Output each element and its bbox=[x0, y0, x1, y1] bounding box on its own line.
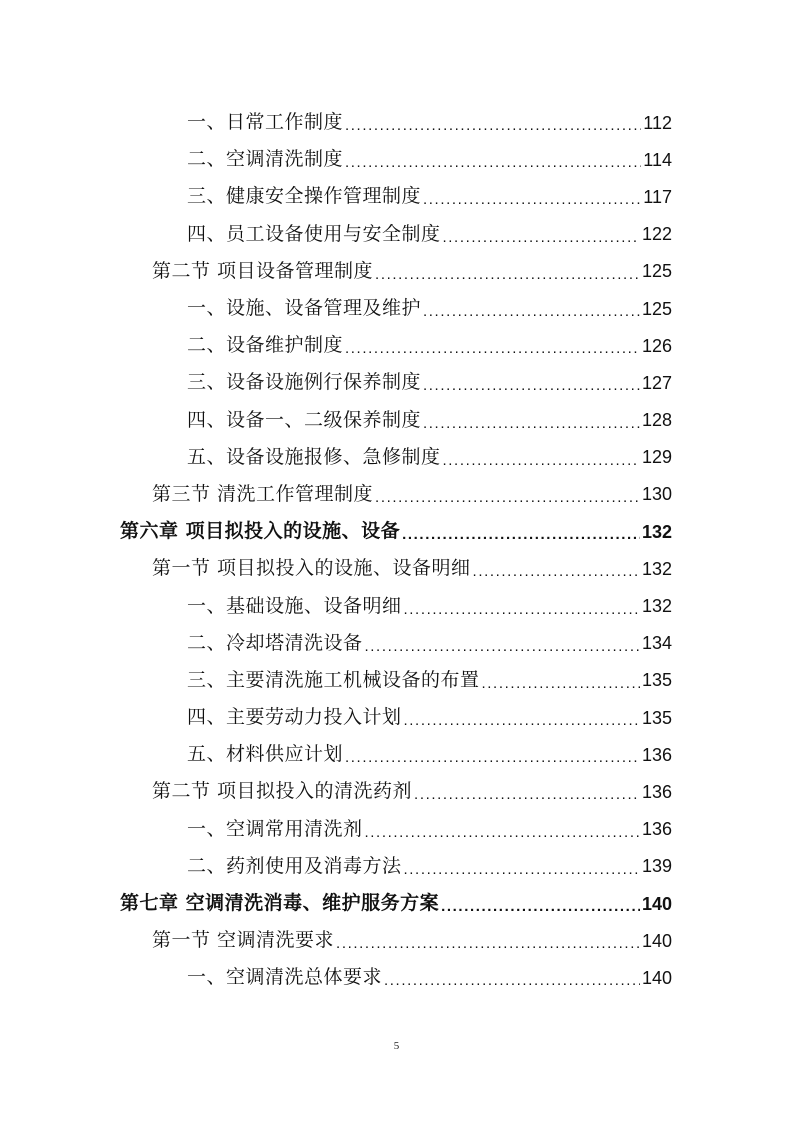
toc-dot-leader bbox=[404, 862, 640, 877]
toc-entry[interactable] bbox=[0, 625, 793, 662]
toc-entry[interactable] bbox=[0, 178, 793, 215]
toc-entry[interactable] bbox=[0, 402, 793, 439]
toc-dot-leader bbox=[375, 490, 640, 505]
toc-entry-page: 127 bbox=[641, 372, 672, 393]
toc-entry-title: 第一节 空调清洗要求 bbox=[152, 929, 335, 952]
toc-dot-leader bbox=[423, 378, 640, 393]
toc-entry[interactable] bbox=[0, 587, 793, 624]
toc-entry-title: 第七章 空调清洗消毒、维护服务方案 bbox=[120, 892, 440, 915]
toc-entry-page: 117 bbox=[643, 186, 672, 207]
toc-dot-leader bbox=[482, 676, 640, 691]
toc-entry-page: 129 bbox=[641, 447, 672, 468]
toc-entry-page: 135 bbox=[641, 707, 672, 728]
toc-entry-page: 125 bbox=[641, 261, 672, 282]
toc-entry[interactable] bbox=[0, 476, 793, 513]
toc-entry-page: 132 bbox=[641, 521, 672, 542]
toc-dot-leader bbox=[414, 787, 640, 802]
toc-entry-page: 135 bbox=[641, 670, 672, 691]
table-of-contents bbox=[0, 104, 793, 997]
toc-entry-title: 三、主要清洗施工机械设备的布置 bbox=[187, 668, 480, 691]
toc-dot-leader bbox=[423, 192, 641, 207]
toc-dot-leader bbox=[375, 267, 640, 282]
toc-entry-page: 139 bbox=[641, 856, 672, 877]
toc-entry-page: 136 bbox=[641, 744, 672, 765]
toc-entry-title: 三、健康安全操作管理制度 bbox=[187, 185, 422, 208]
toc-entry[interactable] bbox=[0, 959, 793, 996]
toc-entry-title: 一、空调常用清洗剂 bbox=[187, 817, 363, 840]
toc-dot-leader bbox=[365, 639, 640, 654]
toc-entry-title: 二、空调清洗制度 bbox=[187, 148, 344, 171]
toc-dot-leader bbox=[402, 527, 640, 542]
toc-entry-title: 第二节 项目拟投入的清洗药剂 bbox=[152, 780, 413, 803]
toc-entry-page: 140 bbox=[641, 967, 672, 988]
toc-entry-title: 第二节 项目设备管理制度 bbox=[152, 259, 374, 282]
toc-entry-title: 一、空调清洗总体要求 bbox=[187, 966, 383, 989]
toc-entry-title: 二、设备维护制度 bbox=[187, 334, 344, 357]
toc-dot-leader bbox=[473, 564, 640, 579]
toc-entry-title: 三、设备设施例行保养制度 bbox=[187, 371, 422, 394]
toc-entry[interactable] bbox=[0, 513, 793, 550]
toc-entry-title: 五、材料供应计划 bbox=[187, 743, 344, 766]
toc-entry[interactable] bbox=[0, 327, 793, 364]
toc-entry-title: 第三节 清洗工作管理制度 bbox=[152, 482, 374, 505]
toc-dot-leader bbox=[384, 973, 640, 988]
toc-dot-leader bbox=[345, 750, 640, 765]
page-number: 5 bbox=[393, 1040, 400, 1052]
toc-entry[interactable] bbox=[0, 811, 793, 848]
toc-entry-page: 132 bbox=[641, 596, 672, 617]
toc-dot-leader bbox=[404, 713, 640, 728]
toc-dot-leader bbox=[336, 936, 640, 951]
toc-dot-leader bbox=[345, 155, 641, 170]
toc-entry-title: 第一节 项目拟投入的设施、设备明细 bbox=[152, 557, 471, 580]
toc-entry[interactable] bbox=[0, 253, 793, 290]
toc-entry-title: 二、冷却塔清洗设备 bbox=[187, 631, 363, 654]
toc-dot-leader bbox=[443, 230, 640, 245]
toc-entry[interactable] bbox=[0, 364, 793, 401]
toc-entry-title: 一、设施、设备管理及维护 bbox=[187, 297, 422, 320]
toc-entry-title: 五、设备设施报修、急修制度 bbox=[187, 445, 441, 468]
toc-dot-leader bbox=[423, 416, 640, 431]
toc-entry-title: 第六章 项目拟投入的设施、设备 bbox=[120, 520, 401, 543]
toc-entry-page: 136 bbox=[641, 781, 672, 802]
toc-dot-leader bbox=[404, 602, 640, 617]
toc-dot-leader bbox=[365, 825, 640, 840]
toc-entry-page: 140 bbox=[641, 930, 672, 951]
toc-entry-page: 130 bbox=[641, 484, 672, 505]
toc-entry[interactable] bbox=[0, 104, 793, 141]
toc-entry-page: 132 bbox=[641, 558, 672, 579]
toc-entry[interactable] bbox=[0, 848, 793, 885]
toc-entry-title: 二、药剂使用及消毒方法 bbox=[187, 854, 402, 877]
toc-entry-page: 140 bbox=[641, 893, 672, 914]
toc-entry-page: 126 bbox=[641, 335, 672, 356]
toc-entry[interactable] bbox=[0, 662, 793, 699]
toc-dot-leader bbox=[443, 453, 640, 468]
toc-entry-page: 134 bbox=[641, 633, 672, 654]
toc-entry-page: 112 bbox=[643, 112, 672, 133]
toc-entry[interactable] bbox=[0, 290, 793, 327]
toc-entry[interactable] bbox=[0, 699, 793, 736]
toc-entry-title: 一、基础设施、设备明细 bbox=[187, 594, 402, 617]
toc-entry-title: 四、设备一、二级保养制度 bbox=[187, 408, 422, 431]
toc-entry[interactable] bbox=[0, 922, 793, 959]
toc-entry-title: 一、日常工作制度 bbox=[187, 111, 344, 134]
toc-entry-title: 四、主要劳动力投入计划 bbox=[187, 706, 402, 729]
toc-entry[interactable] bbox=[0, 439, 793, 476]
toc-entry-page: 122 bbox=[641, 224, 672, 245]
toc-dot-leader bbox=[441, 899, 640, 914]
toc-entry[interactable] bbox=[0, 141, 793, 178]
toc-dot-leader bbox=[345, 118, 641, 133]
toc-entry-page: 136 bbox=[641, 819, 672, 840]
toc-entry-page: 114 bbox=[643, 149, 672, 170]
toc-entry[interactable] bbox=[0, 773, 793, 810]
toc-entry[interactable] bbox=[0, 550, 793, 587]
toc-entry-page: 125 bbox=[641, 298, 672, 319]
toc-dot-leader bbox=[423, 304, 640, 319]
toc-entry-page: 128 bbox=[641, 410, 672, 431]
toc-entry-title: 四、员工设备使用与安全制度 bbox=[187, 222, 441, 245]
toc-dot-leader bbox=[345, 341, 640, 356]
toc-entry[interactable] bbox=[0, 736, 793, 773]
toc-entry[interactable] bbox=[0, 885, 793, 922]
toc-entry[interactable] bbox=[0, 216, 793, 253]
